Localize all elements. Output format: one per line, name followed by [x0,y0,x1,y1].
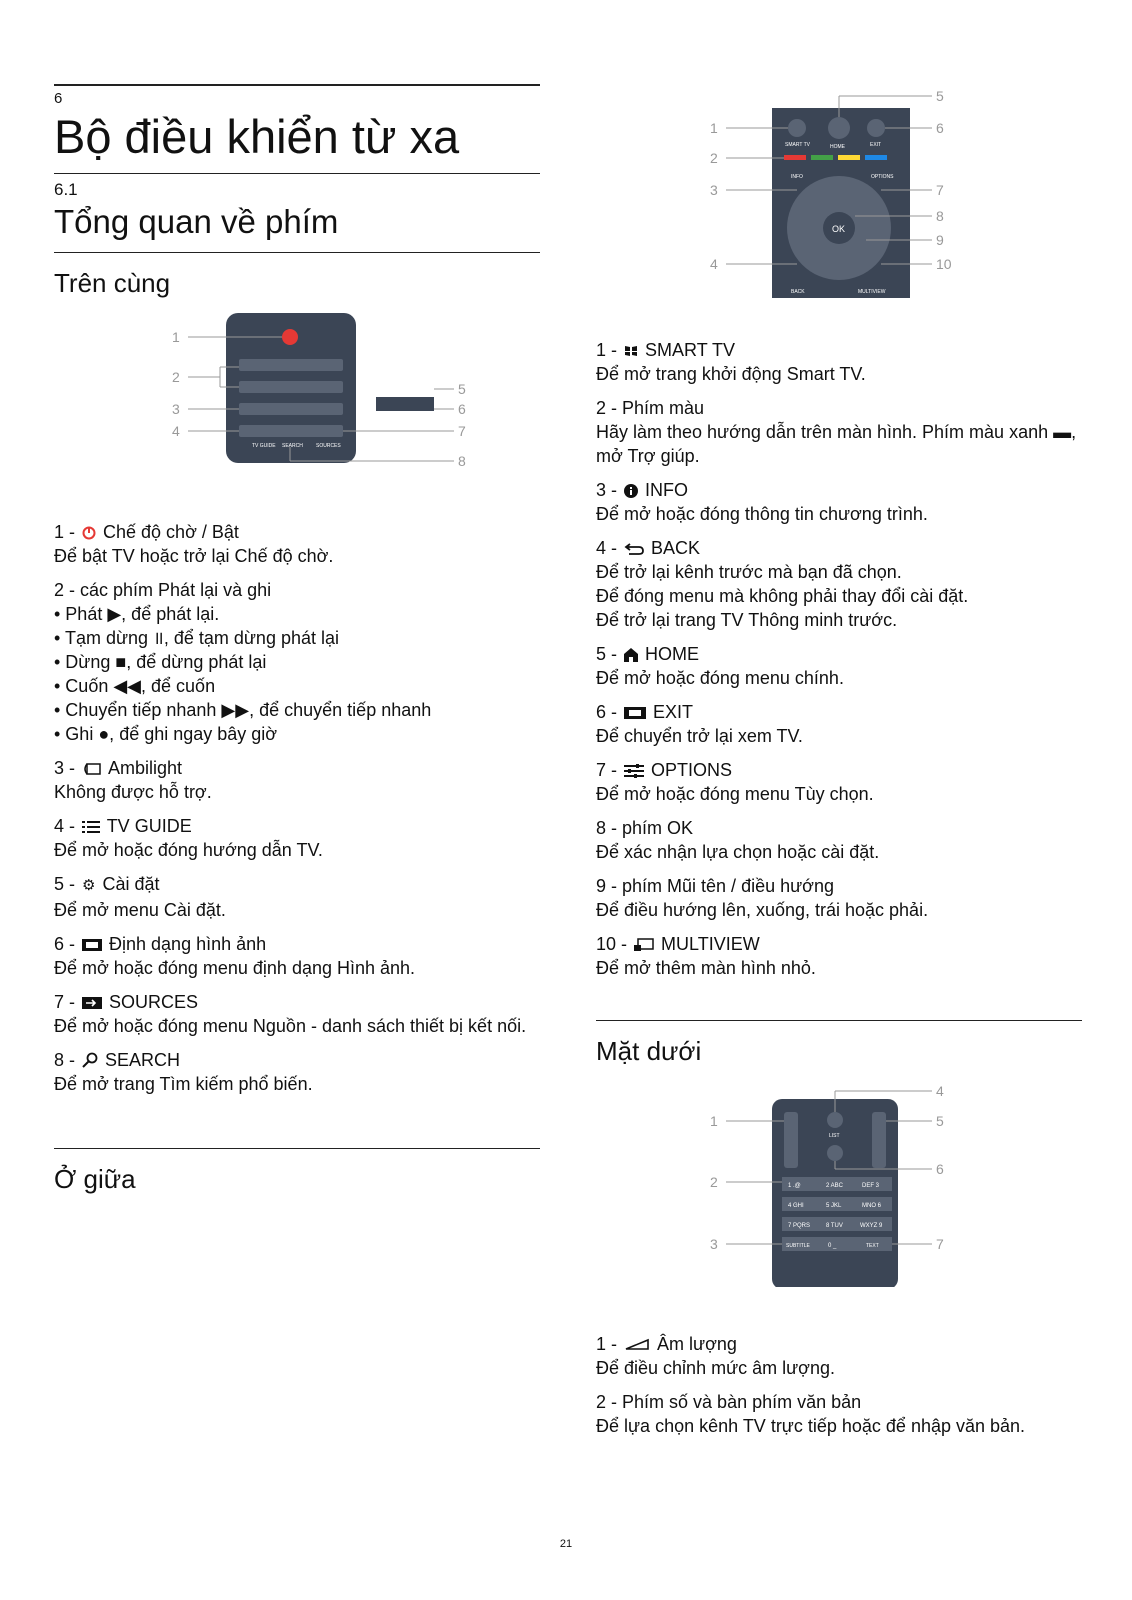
sources-icon [82,996,102,1010]
mid-entry-5: 5 - HOME Để mở hoặc đóng menu chính. [596,644,844,688]
page-number: 21 [559,1538,573,1550]
bottom-remote-diagram [596,1077,1082,1287]
mid-entry-8: 8 - phím OK Để xác nhận lựa chọn hoặc cài đặt. [596,818,880,862]
key-3: DEF 3 [862,1183,880,1189]
mid-label-9: 9 [936,232,944,248]
btn-search-label: SEARCH [282,443,303,449]
btn-tvguide-label: TV GUIDE [252,443,276,449]
diagram-label-2: 2 [172,369,180,385]
key-6: MNO 6 [862,1203,882,1209]
mute-button [827,1145,843,1161]
bottom-rule [596,1020,1082,1021]
left-column [54,0,540,1195]
middle-subsection-title: Ở giữa [54,1164,136,1194]
top-remote-diagram [54,309,540,499]
ambilight-icon [82,762,102,776]
mid-entry-10: 10 - MULTIVIEW Để mở thêm màn hình nhỏ. [596,934,816,978]
exit-label: EXIT [870,142,882,148]
picture-format-icon [82,938,102,952]
list-button [827,1112,843,1128]
key-subtitle: SUBTITLE [786,1243,810,1249]
mid-label-8: 8 [936,208,944,224]
key-9: WXYZ 9 [860,1223,883,1229]
right-column [596,0,1082,1448]
top-subsection-title: Trên cùng [54,268,171,298]
bot-label-1: 1 [710,1113,718,1129]
bottom-entries [596,1332,1082,1438]
chapter-title: Bộ điều khiển từ xa [54,110,460,163]
home-icon [828,117,850,139]
ok-label: OK [832,224,846,234]
mid-label-1: 1 [710,120,718,136]
exit-tv-icon [624,706,646,720]
key-2: 2 ABC [826,1183,844,1189]
top-entry-6: 6 - Định dạng hình ảnh Để mở hoặc đóng menu định dạng Hình ảnh. [54,934,416,978]
middle-rule [54,1148,540,1149]
diagram-label-6: 6 [458,401,466,417]
top-entry-7: 7 - SOURCES Để mở hoặc đóng menu Nguồn - danh sách thiết bị kết nối. [54,992,527,1036]
bot-label-4: 4 [936,1083,944,1099]
mid-entry-9: 9 - phím Mũi tên / điều hướng Để điều hướng lên, xuống, trái hoặc phải. [596,876,929,920]
mid-entry-2: 2 - Phím màu Hãy làm theo hướng dẫn trên màn hình. Phím màu xanh ▬, mở Trợ giúp. [596,398,1077,466]
diagram-label-4: 4 [172,423,180,439]
diagram-label-7: 7 [458,423,466,439]
info-label: INFO [791,174,803,180]
mid-label-7: 7 [936,182,944,198]
diagram-label-8: 8 [458,453,466,469]
top-entry-2: 2 - các phím Phát lại và ghi • Phát ▶, để phát lại. • Tạm dừng ॥, để tạm dừng phát lại • Dừng ■, để dừng phát lại • Cuốn ◀◀, để cuốn • Chuyển tiếp nhanh ▶▶, để chuyển tiếp nhanh • Ghi ●, để ghi ngay bây giờ [54,580,432,744]
diagram-label-1: 1 [172,329,180,345]
key-8: 8 TUV [826,1223,843,1229]
mid-label-3: 3 [710,182,718,198]
bot-entry-2: 2 - Phím số và bàn phím văn bản Để lựa chọn kênh TV trực tiếp hoặc để nhập văn bản. [596,1392,1026,1436]
section-rule [54,252,540,253]
mid-label-5: 5 [936,88,944,104]
home-icon [624,648,638,662]
chapter-number: 6 [54,90,63,107]
mid-entry-4: 4 - BACK Để trở lại kênh trước mà bạn đã chọn. Để đóng menu mà không phải thay đổi cài đặt. Để trở lại trang TV Thông minh trước. [596,538,969,630]
tv-guide-icon [82,820,100,834]
top-entry-5: 5 - ⚙ Cài đặt Để mở menu Cài đặt. [54,874,226,920]
mid-label-2: 2 [710,150,718,166]
bot-label-6: 6 [936,1161,944,1177]
diagram-label-3: 3 [172,401,180,417]
mid-entry-6: 6 - EXIT Để chuyển trở lại xem TV. [596,702,803,746]
top-entry-8: 8 - SEARCH Để mở trang Tìm kiếm phổ biến. [54,1050,313,1094]
key-1: 1 .@ [788,1183,801,1189]
chapter-rule [54,84,540,86]
section-title: Tổng quan về phím [54,203,339,240]
key-0: 0 _ [828,1243,837,1249]
bot-label-2: 2 [710,1174,718,1190]
bot-label-7: 7 [936,1236,944,1252]
mid-entry-1: 1 - SMART TV Để mở trang khởi động Smart TV. [596,340,866,384]
power-icon [82,526,96,540]
middle-remote-diagram [596,88,1082,303]
mid-entry-7: 7 - OPTIONS Để mở hoặc đóng menu Tùy chọn. [596,760,874,804]
chapter-title-rule [54,173,540,174]
mid-label-4: 4 [710,256,718,272]
mid-entry-3: 3 - INFO Để mở hoặc đóng thông tin chương trình. [596,480,928,524]
search-icon [82,1052,98,1068]
smart-tv-icon [624,344,638,358]
smart-tv-label: SMART TV [785,142,811,148]
key-5: 5 JKL [826,1203,842,1209]
volume-icon [624,1338,650,1352]
bottom-subsection-title: Mặt dưới [596,1036,702,1066]
key-4: 4 GHI [788,1203,804,1209]
diagram-label-5: 5 [458,381,466,397]
home-label: HOME [830,144,845,150]
top-entries [54,520,540,1096]
btn-sources-label: SOURCES [316,443,341,449]
back-icon [624,542,644,556]
side-settings-panel [376,397,434,411]
back-label: BACK [791,289,805,295]
multiview-icon [634,938,654,952]
list-label: LIST [829,1133,840,1139]
gear-icon: ⚙ [82,877,96,894]
key-text: TEXT [866,1243,879,1249]
options-icon [624,764,644,778]
mid-label-6: 6 [936,120,944,136]
top-entry-3: 3 - Ambilight Không được hỗ trợ. [54,758,212,802]
bot-label-3: 3 [710,1236,718,1252]
middle-entries [596,338,1082,980]
options-label: OPTIONS [871,174,894,180]
key-7: 7 PQRS [788,1223,811,1229]
top-entry-1: 1 - Chế độ chờ / Bật Để bật TV hoặc trở lại Chế độ chờ. [54,522,334,566]
bot-entry-1: 1 - Âm lượng Để điều chỉnh mức âm lượng. [596,1334,836,1378]
top-entry-4: 4 - TV GUIDE Để mở hoặc đóng hướng dẫn TV. [54,816,323,860]
multiview-label: MULTIVIEW [858,289,886,295]
mid-label-10: 10 [936,256,952,272]
bot-label-5: 5 [936,1113,944,1129]
section-number: 6.1 [54,180,78,199]
standby-icon [282,329,298,345]
info-icon [624,484,638,498]
